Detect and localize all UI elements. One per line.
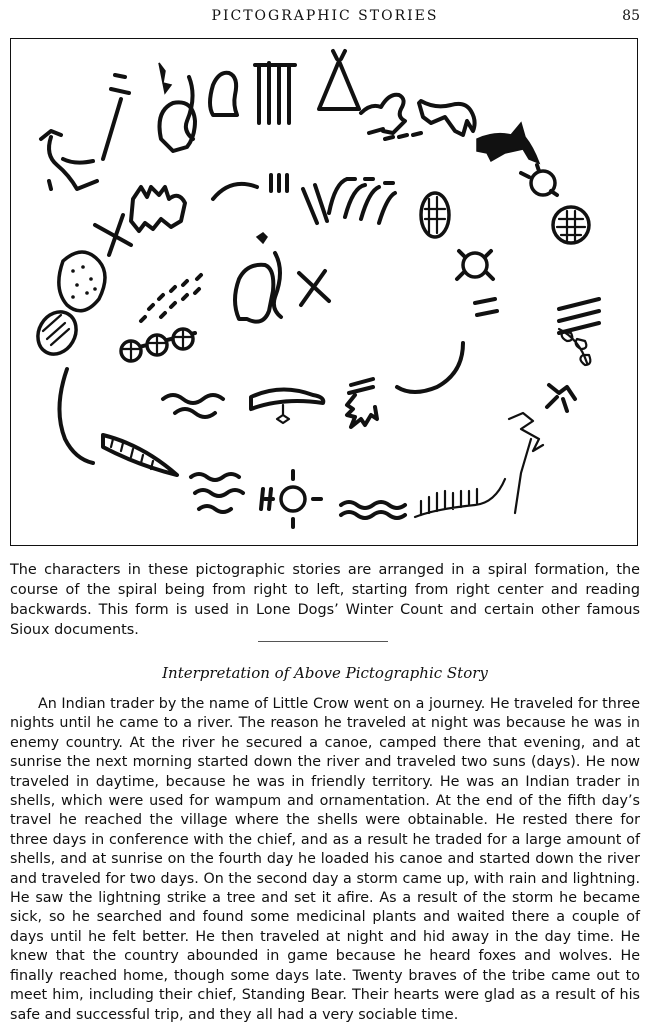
equal-marks-right xyxy=(475,299,497,315)
section-divider xyxy=(258,641,388,642)
footprints-pictograph xyxy=(141,275,201,321)
travel-poles-pictograph xyxy=(303,179,395,223)
page-number: 85 xyxy=(622,8,640,24)
chief-head-pictograph xyxy=(159,63,195,151)
burning-tree-pictograph xyxy=(509,413,543,513)
pictograph-spiral xyxy=(11,39,637,545)
setting-sun-pictograph xyxy=(521,165,557,195)
section-heading: Interpretation of Above Pictographic Story xyxy=(162,664,488,682)
seated-figure-pictograph xyxy=(41,75,129,189)
night-crescent-pictograph xyxy=(213,184,257,199)
medicinal-plant-pictograph xyxy=(559,329,590,365)
camp-canoe-pictograph xyxy=(251,389,323,423)
struck-tree-pictograph xyxy=(347,379,377,427)
pictograph-figure xyxy=(10,38,638,546)
sick-figure-pictograph xyxy=(547,385,575,411)
river-waves-inner xyxy=(163,395,223,417)
interpretation-paragraph: An Indian trader by the name of Little Crow went on a journey. He traveled for three nights until he came to a river. The reason he traveled at night was because he was in enemy country. At the river he secured a canoe, camped there that evening, and at sunrise the next morning started down the river and traveled two suns (days). He now traveled in daytime, because he was in friendly territory. He was an Indian trader in shells, which were used for wampum and ornamentation. At the end of the fifth day’s travel he reached the village where the shells were obtainable. He rested there for three days in conference with the chief, and as a result he traded for a large amount of shells, and at sunrise on the fourth day he loaded his canoe and started down the river and traveled for two days. On the second day a storm came up, with rain and lightning. He saw the lightning strike a tree and set it afire. As a result of the storm he became sick, so he searched and found some medicinal plants and waited there a couple of days until he felt better. He then traveled at night and hid away in the day time. He knew that the country abounded in game because he heard foxes and wolves. He finally reached home, though some days late. Twenty braves of the tribe came out to meet him, including their chief, Standing Bear. Their hearts were glad as a result of his safe and successful trip, and they all had a very sociable time. xyxy=(10,696,640,1023)
shell-gatherers-pictograph xyxy=(131,187,185,231)
rain-storm-pictograph xyxy=(415,479,505,517)
three-nights-marks xyxy=(271,175,287,191)
speckled-stone-pictograph xyxy=(59,252,105,311)
little-crow-head-pictograph xyxy=(235,233,281,322)
shell-wampum-pictograph xyxy=(553,207,589,243)
shell-pictograph-top xyxy=(421,193,449,237)
wolf-pictograph xyxy=(419,101,475,135)
loaded-canoe-pictograph xyxy=(103,435,177,475)
running-title: PICTOGRAPHIC STORIES xyxy=(211,8,439,24)
sun-rayed-pictograph xyxy=(457,251,493,279)
twenty-braves-tally xyxy=(255,63,295,123)
water-waves-bottom xyxy=(191,474,243,512)
river-curve-right xyxy=(397,343,463,392)
figure-caption: The characters in these pictographic stories are arranged in a spiral formation, the course of the spiral being from right to left, starting from right center and reading backwards. This form is used in Lone Dogs’ Winter Count and certain other famous Sioux documents. xyxy=(10,562,640,638)
center-cross-pictograph xyxy=(299,271,329,305)
river-bank-curve xyxy=(59,369,93,463)
standing-bear-chief-pictograph xyxy=(361,95,405,133)
tipi-pictograph xyxy=(319,51,359,109)
rest-days-marks xyxy=(559,299,599,333)
sunrise-pictograph xyxy=(265,471,321,527)
fox-pictograph xyxy=(477,123,539,163)
tribe-member-pictograph xyxy=(210,73,237,115)
shell-pictograph-left xyxy=(30,305,83,361)
running-head xyxy=(0,6,650,26)
river-wave-pictograph xyxy=(341,502,405,518)
crossed-trail-pictograph xyxy=(95,215,131,255)
wampum-beads-pictograph xyxy=(121,329,195,361)
